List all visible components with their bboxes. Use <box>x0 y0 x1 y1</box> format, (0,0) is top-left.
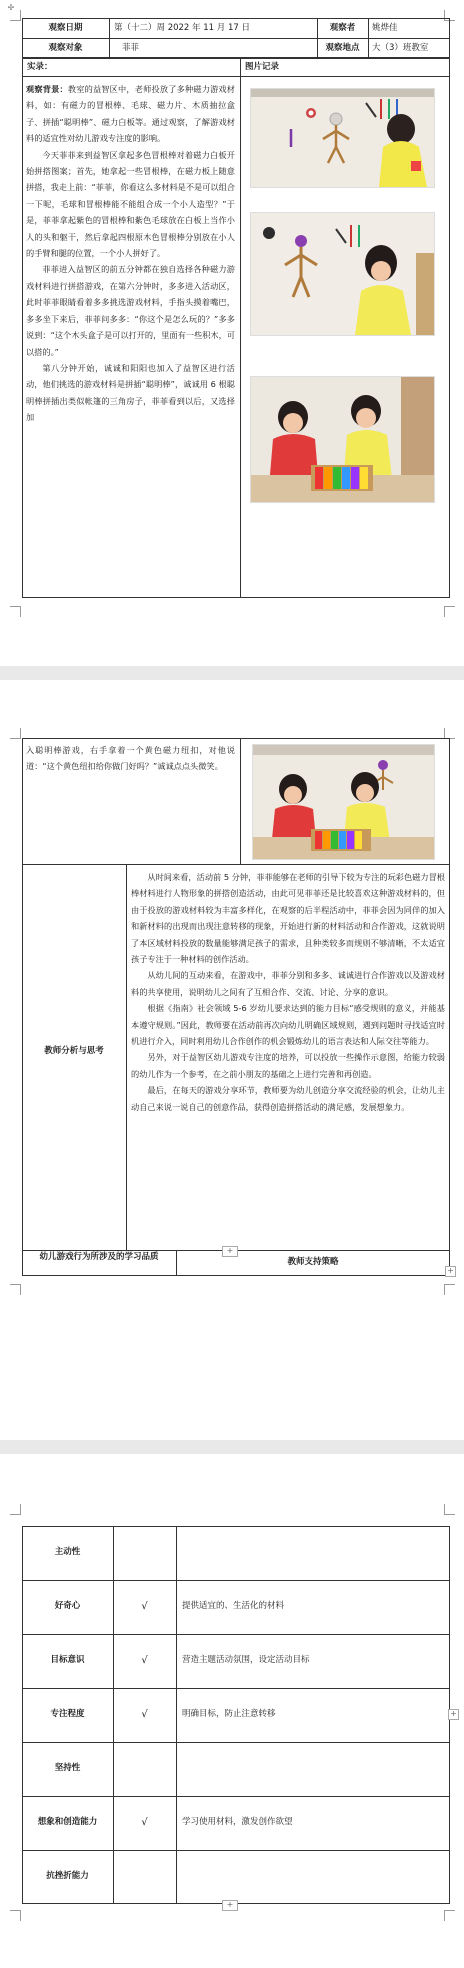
add-row-button[interactable]: + <box>222 1900 238 1911</box>
background-paragraph <box>26 81 235 147</box>
page-corner-mark <box>10 606 21 617</box>
quality-name: 主动性 <box>54 1547 81 1557</box>
analysis-paragraph-5: 最后，在每天的游戏分享环节，教师要为幼儿创造分享交流经验的机会，让幼儿主动自己来说一说自己的创意作品，获得创造拼搭活动的满足感，发展想象力。 <box>131 1085 445 1112</box>
quality-check: √ <box>141 1817 148 1828</box>
page-corner-mark <box>444 1504 455 1515</box>
observer-label: 观察者 <box>329 23 356 33</box>
record-paragraph-1: 今天菲菲来到益智区拿起多色冒根棒对着磁力白板开始拼搭图案；首先，她拿起一些冒根棒，在磁力板上随意拼搭，我走上前：“菲菲，你看这么多材料是不是可以组合一下呢，毛球和冒根棒能不能组合成一个小人造型？”于是，菲菲拿起紫色的冒根棒和紫色毛球放在白板上当作小人的头和躯干，然后拿起四根原木色冒根棒分别放在小人的手臂和腿的位置，一个小人拼好了。 <box>26 149 235 259</box>
page-corner-mark <box>10 1284 21 1295</box>
analysis-paragraph-2: 从幼儿间的互动来看，在游戏中，菲菲分别和多多、诚诚进行合作游戏以及游戏材料的共享使用，说明幼儿之间有了互相合作、交流、讨论、分享的意识。 <box>131 970 445 997</box>
photo-girls-building <box>252 744 435 860</box>
page-corner-mark <box>10 728 21 739</box>
record-paragraph-4: 入聪明棒游戏，右手拿着一个黄色磁力纽扣，对他说道：“这个黄色纽扣给你做门好吗？”诚诚点点头微笑。 <box>26 745 235 772</box>
quality-name: 想象和创造能力 <box>37 1817 98 1827</box>
qualities-header: 幼儿游戏行为所涉及的学习品质 <box>39 1252 159 1262</box>
record-right-title: 图片记录 <box>245 62 280 72</box>
background-label: 观察背景： <box>26 84 68 94</box>
analysis-paragraph-4: 另外，对于益智区幼儿游戏专注度的培养，可以投放一些操作示意图，给能力较弱的幼儿作为一个参考，在之前小朋友的基础之上进行完善和再创造。 <box>131 1052 445 1079</box>
background-text: 教室的益智区中，老师投放了多种磁力游戏材料，如：有磁力的冒根棒、毛球、磁力片、木质抽拉盒子、拼插“聪明棒”、磁力白板等。通过观察，了解游戏材料的适宜性对幼儿游戏专注度的影响。 <box>26 84 235 144</box>
quality-name: 专注程度 <box>50 1709 85 1719</box>
place-label: 观察地点 <box>325 43 360 53</box>
quality-strategy: 明确目标，防止注意转移 <box>182 1709 276 1719</box>
record-continued <box>26 742 235 775</box>
analysis-label: 教师分析与思考 <box>44 1046 104 1056</box>
photo-girls-table <box>250 376 435 503</box>
add-column-button[interactable]: + <box>448 1709 459 1720</box>
date-label: 观察日期 <box>48 23 83 33</box>
record-paragraph-3: 第八分钟开始，诚诚和阳阳也加入了益智区进行活动，他们挑选的游戏材料是拼插“聪明棒”，诚诚用 6 根聪明棒拼插出类似帐篷的三角房子，菲菲看到以后，又选择加 <box>26 362 235 423</box>
quality-strategy: 学习使用材料，激发创作欲望 <box>182 1817 293 1827</box>
photo-girl-whiteboard-1 <box>250 88 435 188</box>
record-paragraph-2: 菲菲进入益智区的前五分钟都在独自选择各种磁力游戏材料进行拼搭游戏，在第六分钟时，多多进入活动区，此时菲菲眼睛看着多多挑选游戏材料，手指头摸着嘴巴，多多坐下来后，菲菲问多多：“你这个是怎么玩的？”多多说到：“这个木头盒子是可以打开的，里面有一些积木，可以搭的。” <box>26 264 235 357</box>
quality-name: 坚持性 <box>54 1763 81 1773</box>
place-value: 大（3）班教室 <box>372 43 429 53</box>
page-gap <box>0 666 464 680</box>
date-value: 第（十二）周 2022 年 11 月 17 日 <box>114 23 250 33</box>
page-corner-mark <box>444 606 455 617</box>
page-2 <box>0 680 464 1440</box>
observer-value: 姚烨佳 <box>372 23 398 33</box>
page-3 <box>0 1454 464 1968</box>
page-corner-mark <box>10 1910 21 1921</box>
quality-check: √ <box>141 1709 148 1720</box>
page-1 <box>0 0 464 666</box>
quality-name: 抗挫折能力 <box>46 1871 89 1881</box>
subject-value: 菲菲 <box>122 43 140 53</box>
photo-girl-whiteboard-2 <box>250 212 435 336</box>
quality-strategy: 营造主题活动氛围，设定活动目标 <box>182 1655 310 1665</box>
quality-name: 目标意识 <box>50 1655 85 1665</box>
quality-strategy: 提供适宜的、生活化的材料 <box>182 1601 285 1611</box>
table-move-handle-icon[interactable]: ✢ <box>7 3 15 12</box>
quality-check: √ <box>141 1655 148 1666</box>
page-gap <box>0 1440 464 1454</box>
add-row-button[interactable]: + <box>222 1246 238 1257</box>
page-corner-mark <box>444 1910 455 1921</box>
analysis-text <box>131 869 445 1115</box>
record-left-title: 实录： <box>27 62 53 72</box>
page-corner-mark <box>10 1504 21 1515</box>
add-column-button[interactable]: + <box>445 1266 456 1277</box>
subject-label: 观察对象 <box>48 43 83 53</box>
strategy-header: 教师支持策略 <box>287 1257 339 1267</box>
page-corner-mark <box>444 1284 455 1295</box>
analysis-paragraph-1: 从时间来看，活动前 5 分钟，菲菲能够在老师的引导下较为专注的玩彩色磁力冒根棒材料进行人物形象的拼搭创造活动，由此可见菲菲还是比较喜欢这种游戏材料的，但由于投放的游戏材料较为丰富多样化，在观察的后半程活动中，菲菲会因为同伴的加入和新材料的出现而出现注意转移的现象，开始进行新的材料活动和合作游戏，这就说明了本区域材料投放的数量能够满足孩子的需求，且种类较多而规则不够清晰，不太适宜孩子专注于一种材料的创作活动。 <box>131 872 445 965</box>
quality-check: √ <box>141 1601 148 1612</box>
analysis-paragraph-3: 根据《指南》社会领域 5-6 岁幼儿要求达到的能力目标“感受规则的意义，并能基本遵守规则。”因此，教师要在活动前再次向幼儿明确区域规则，遇到问题时寻找适宜时机进行介入，同时利用幼儿合作创作的机会锻炼幼儿的语言表达和人际交往等能力。 <box>131 1003 445 1047</box>
record-text <box>26 81 235 426</box>
quality-name: 好奇心 <box>54 1601 81 1611</box>
